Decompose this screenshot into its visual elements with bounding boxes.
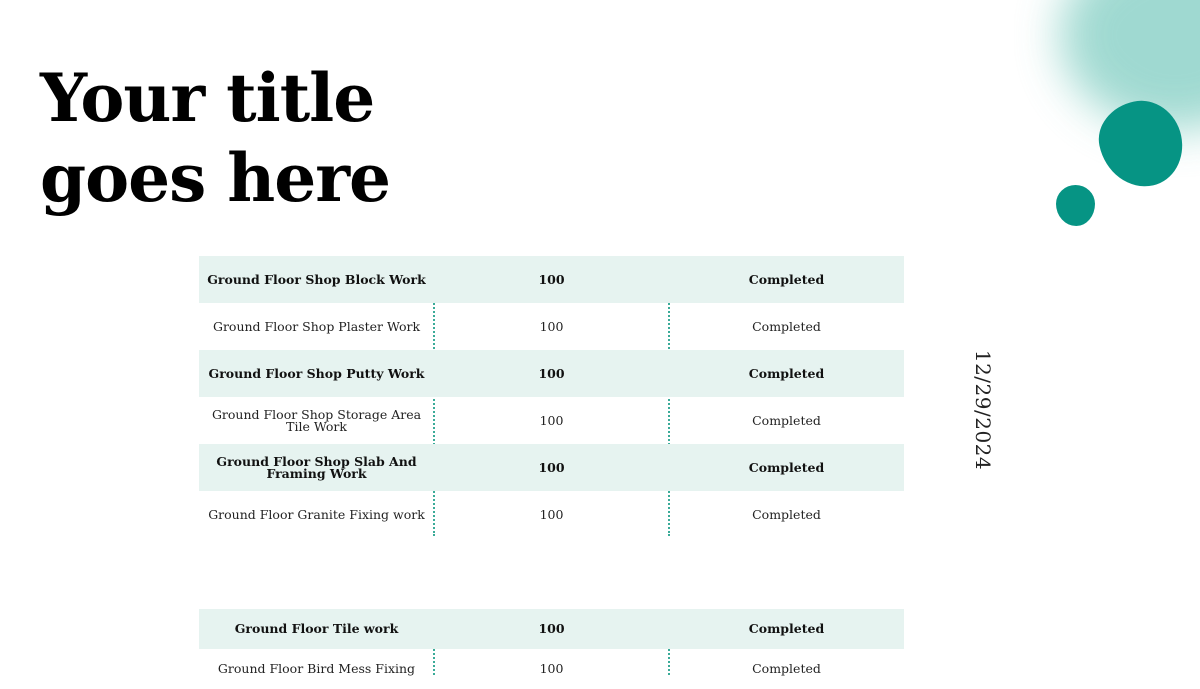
status-cell: Completed (748, 621, 825, 636)
status-cell: Completed (752, 661, 821, 676)
status-cell: Completed (752, 412, 821, 428)
task-cell: Ground Floor Bird Mess Fixing (217, 661, 416, 676)
table-row (199, 491, 904, 538)
percent-cell: 100 (538, 365, 565, 381)
task-cell: Ground Floor Shop Slab And Framing Work (216, 453, 417, 481)
progress-table-continued (199, 609, 904, 689)
table-row (199, 609, 904, 649)
task-cell: Ground Floor Granite Fixing work (208, 506, 425, 522)
table-row (199, 444, 904, 491)
table-row (199, 303, 904, 350)
progress-table (199, 256, 904, 538)
table-row (199, 649, 904, 689)
percent-cell: 100 (538, 459, 565, 475)
status-cell: Completed (748, 365, 825, 381)
table-row (199, 397, 904, 444)
percent-cell: 100 (539, 661, 564, 676)
task-cell: Ground Floor Shop Block Work (207, 271, 426, 287)
status-cell: Completed (752, 318, 821, 334)
task-cell: Ground Floor Shop Plaster Work (212, 318, 421, 334)
status-cell: Completed (748, 271, 825, 287)
status-cell: Completed (752, 506, 821, 522)
table-row (199, 256, 904, 303)
percent-cell: 100 (538, 621, 565, 636)
task-cell: Ground Floor Tile work (234, 621, 399, 636)
percent-cell: 100 (539, 318, 564, 334)
status-cell: Completed (748, 459, 825, 475)
slide-title-line-1: Your title (40, 59, 375, 137)
percent-cell: 100 (538, 271, 565, 287)
slide-date: 12/29/2024 (971, 349, 995, 471)
percent-cell: 100 (539, 506, 564, 522)
slide-title-line-2: goes here (40, 139, 391, 217)
task-cell: Ground Floor Shop Storage Area Tile Work (211, 406, 422, 434)
slide-title (40, 58, 390, 218)
task-cell: Ground Floor Shop Putty Work (208, 365, 425, 381)
percent-cell: 100 (539, 412, 564, 428)
decorative-small-blob (1056, 185, 1095, 226)
table-row (199, 350, 904, 397)
